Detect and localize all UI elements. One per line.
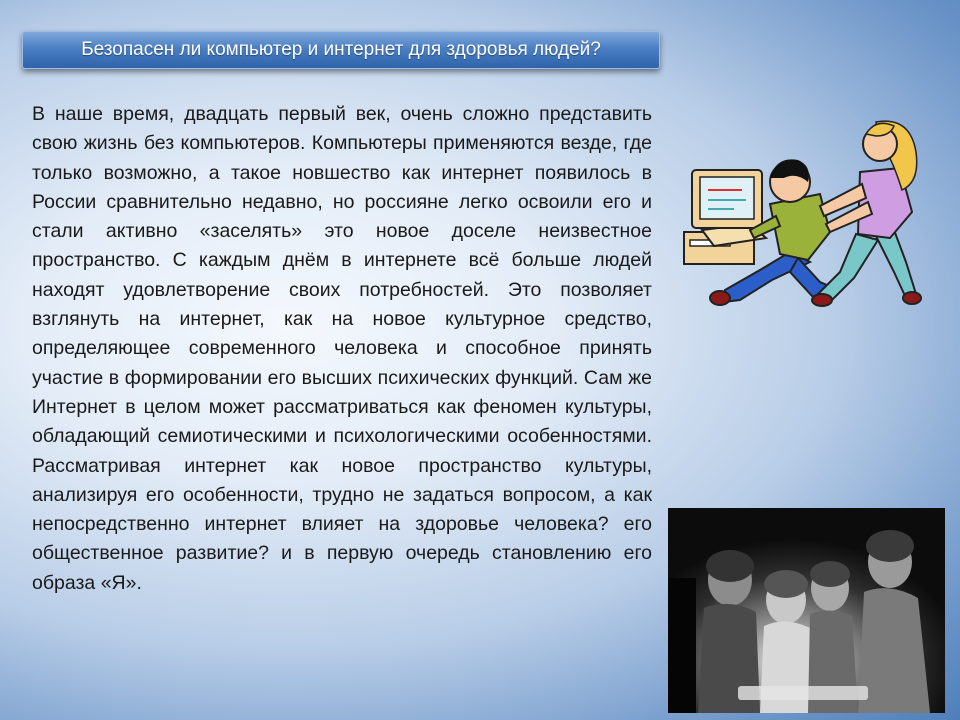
- girl-pulling-boy-from-computer-icon: [680, 112, 930, 317]
- children-at-glowing-screen-photo: [668, 508, 945, 713]
- slide-title: Безопасен ли компьютер и интернет для здоровья людей?: [22, 31, 660, 69]
- slide-body-text: В наше время, двадцать первый век, очень сложно представить свою жизнь без компьютеров. Компьютеры применяются везде, где только возможно, а такое новшество как интернет появилось в России сравнительно недавно, но россияне легко освоили его и стали активно «заселять» это новое доселе неизвестное пространство. С каждым днём в интернете всё больше людей находят удовлетворение своих потребностей. Это позволяет взглянуть на интернет, как на новое культурное средство, определяющее современного человека и способное принять участие в формировании его высших психических функций. Сам же Интернет в целом может рассматриваться как феномен культуры, обладающий семиотическими и психологическими особенностями. Рассматривая интернет как новое пространство культуры, анализируя его особенности, трудно не задаться вопросом, а как непосредственно интернет влияет на здоровье человека? его общественное развитие? и в первую очередь становлению его образа «Я».: [32, 103, 652, 594]
